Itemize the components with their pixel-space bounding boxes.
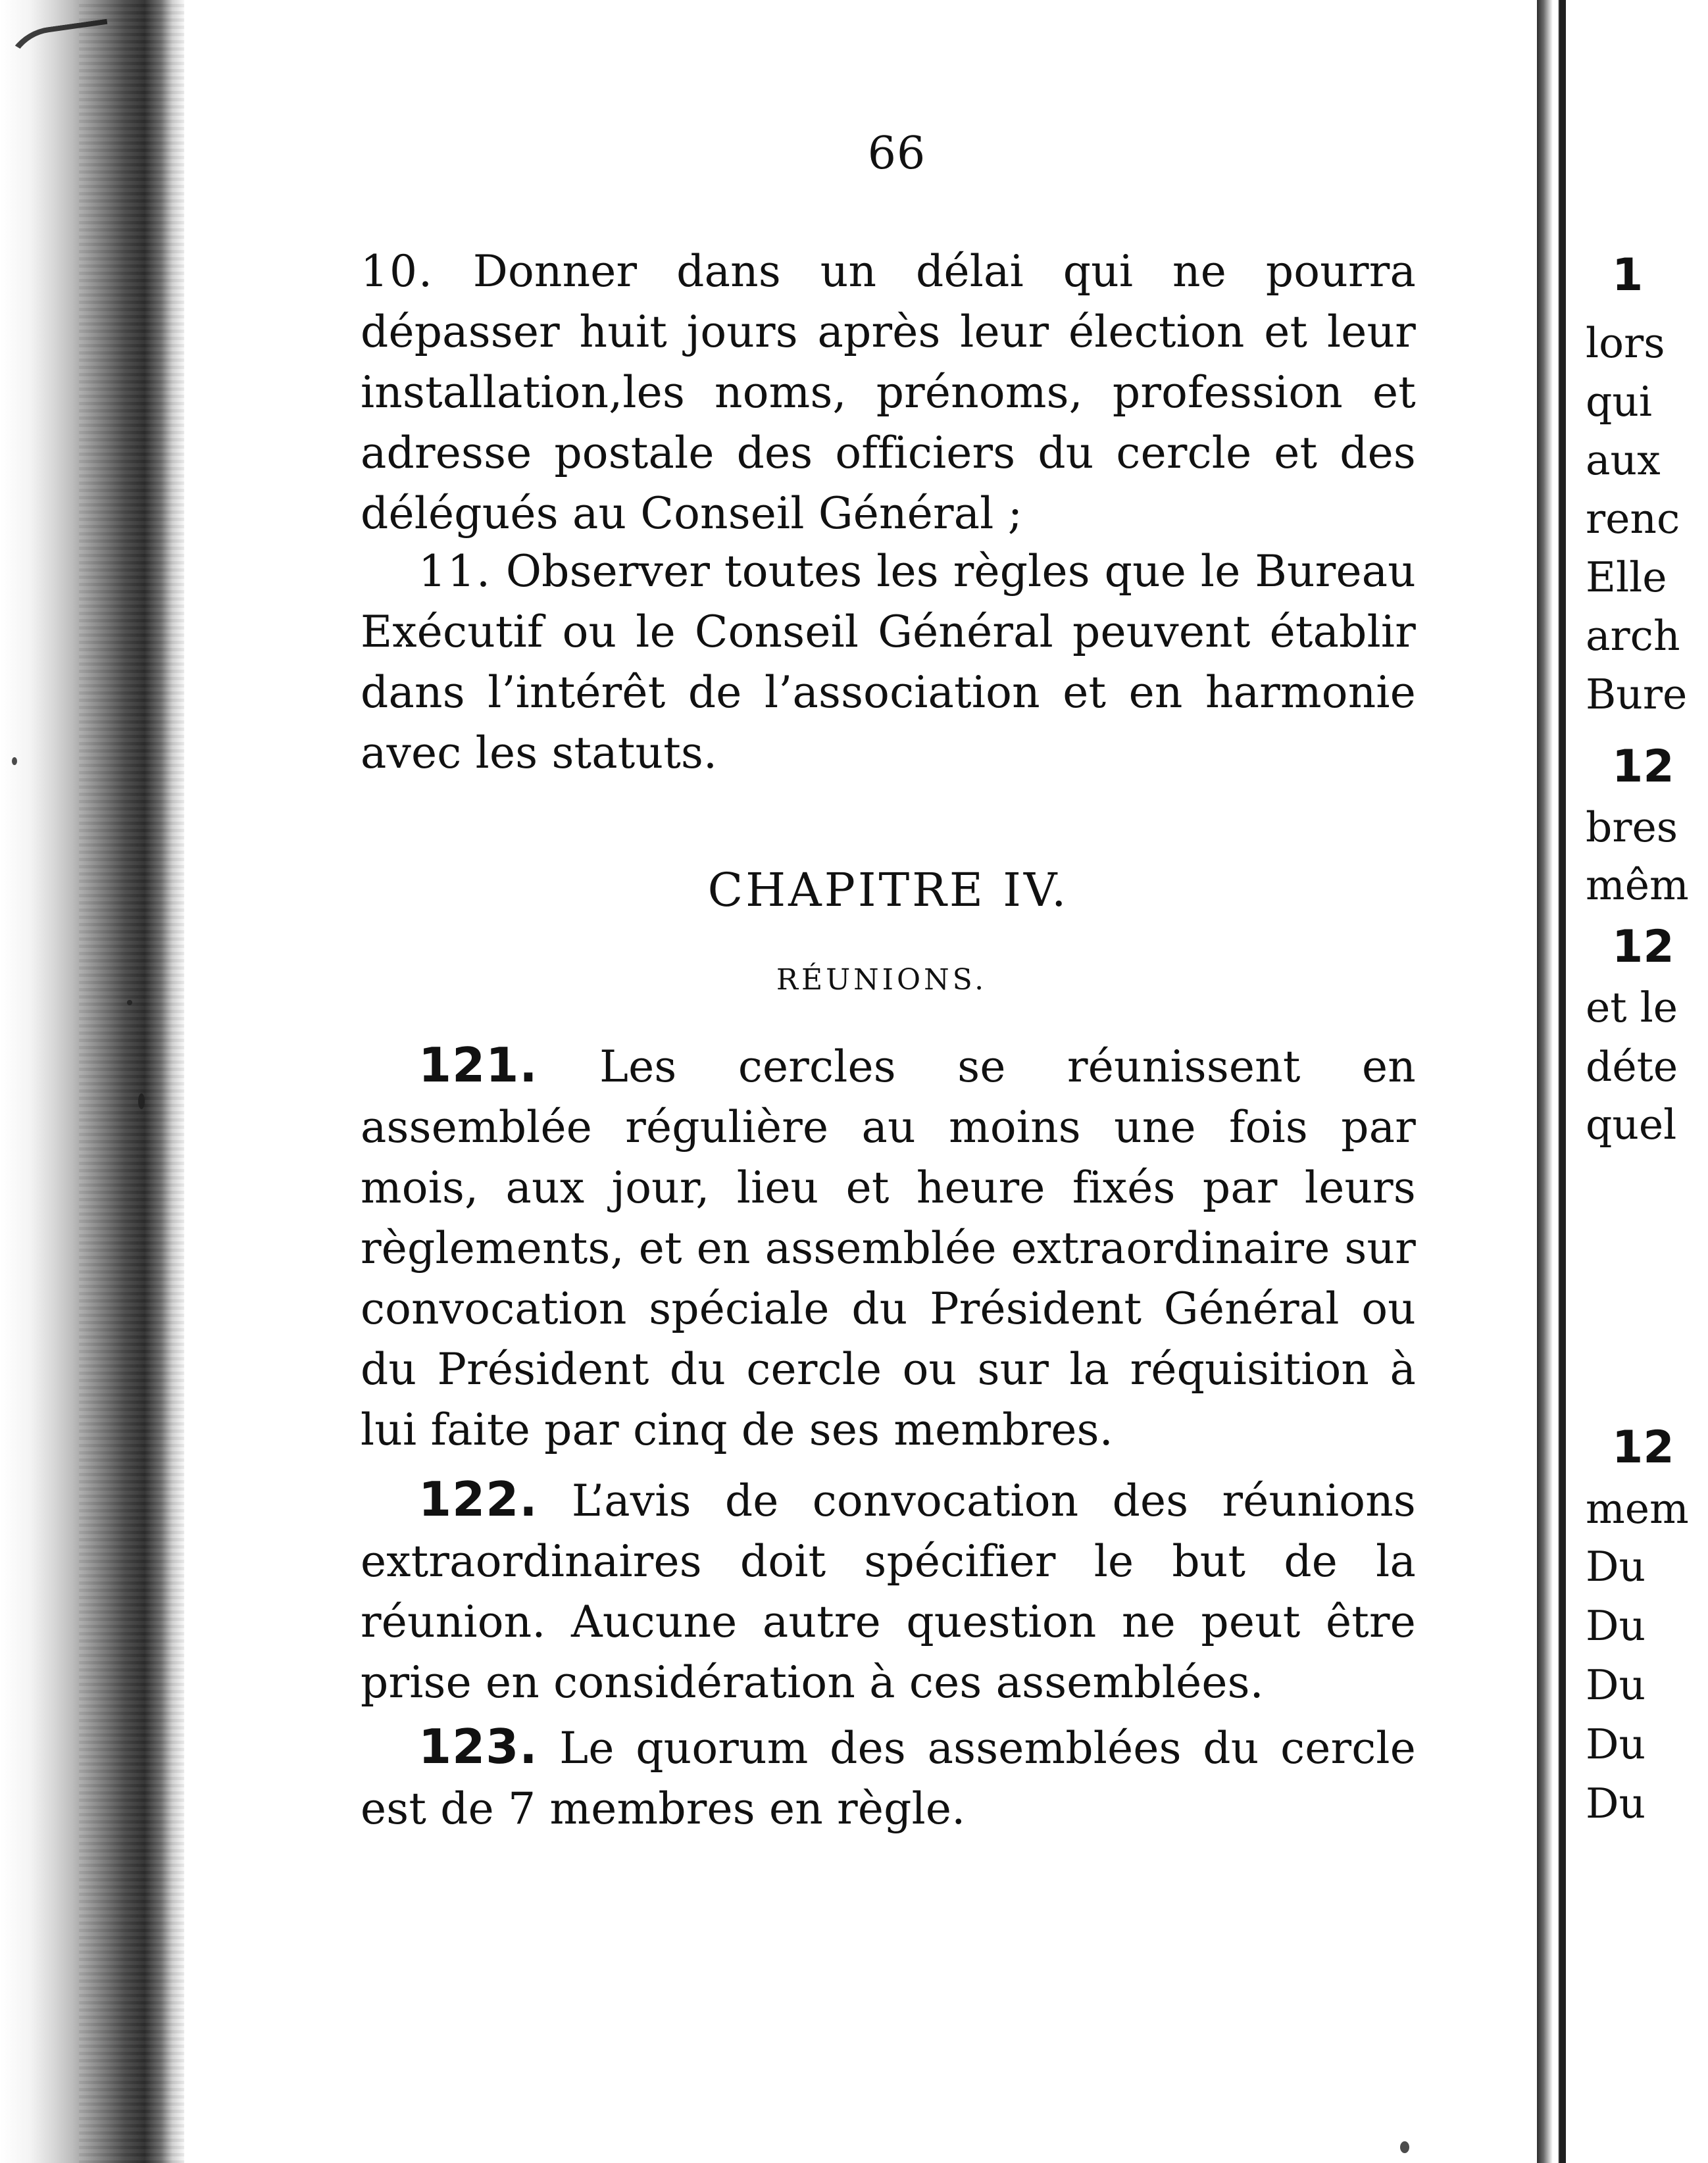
right-fragment-11: mêm — [1586, 861, 1689, 909]
right-fragment-20: Du — [1586, 1661, 1646, 1709]
article-123 — [361, 1716, 1416, 1839]
right-fragment-19: Du — [1586, 1602, 1646, 1650]
right-fragment-16: 12 — [1612, 1422, 1674, 1474]
right-fragment-17: mem — [1586, 1485, 1689, 1533]
speck-1 — [12, 757, 17, 765]
page-gutter — [1537, 0, 1566, 2163]
article-text: Les cercles se réunissent en assemblée régulière au moins une fois par mois, aux jour, lieu et heure fixés par leurs règlements, et en assemblée extraordinaire sur convocation spéciale du Président Général ou du Président du cercle ou sur la réquisition à lui faite par cinq de ses membres. — [361, 1041, 1416, 1455]
right-fragment-1: 1 — [1612, 249, 1644, 301]
right-fragment-22: Du — [1586, 1779, 1646, 1827]
paragraph-10 — [361, 241, 1416, 544]
speck-2 — [127, 1000, 132, 1005]
right-fragment-14: déte — [1586, 1043, 1678, 1091]
right-fragment-5: renc — [1586, 495, 1680, 543]
article-text: Le quorum des assemblées du cercle est de 7 membres en règle. — [361, 1723, 1416, 1834]
right-fragment-21: Du — [1586, 1720, 1646, 1768]
paragraph-text: Donner dans un délai qui ne pourra dépasser huit jours après leur élection et leur installation,les noms, prénoms, profession et adresse postale des officiers du cercle et des délégués au Conseil Général ; — [361, 246, 1416, 539]
right-fragment-3: qui — [1586, 378, 1653, 426]
right-fragment-9: 12 — [1612, 741, 1674, 793]
right-fragment-13: et le — [1586, 983, 1678, 1032]
article-number: 121. — [418, 1037, 538, 1093]
right-fragment-10: bres — [1586, 803, 1678, 851]
right-fragment-6: Elle — [1586, 553, 1667, 601]
paragraph-number: 10. — [361, 246, 434, 297]
article-number: 123. — [418, 1719, 538, 1774]
article-number: 122. — [418, 1472, 538, 1527]
page-number: 66 — [867, 128, 926, 180]
right-fragment-2: lors — [1586, 319, 1665, 367]
right-fragment-18: Du — [1586, 1543, 1646, 1591]
speck-3 — [138, 1093, 145, 1109]
right-fragment-15: quel — [1586, 1101, 1677, 1149]
right-fragment-8: Bure — [1586, 670, 1688, 718]
article-121 — [361, 1035, 1416, 1460]
paragraph-text: Observer toutes les règles que le Bureau Exécutif ou le Conseil Général peuvent établir dans l’intérêt de l’association et en harmonie avec les statuts. — [361, 546, 1416, 778]
right-fragment-7: arch — [1586, 612, 1680, 660]
chapter-title: CHAPITRE IV. — [707, 863, 1069, 917]
article-122 — [361, 1469, 1416, 1713]
right-page-edge — [1566, 0, 1708, 2163]
right-fragment-12: 12 — [1612, 921, 1674, 973]
paragraph-number: 11. — [418, 546, 491, 597]
article-text: L’avis de convocation des réunions extraordinaires doit spécifier le but de la réunion. Aucune autre question ne peut être prise en considération à ces assemblées. — [361, 1476, 1416, 1708]
section-title: RÉUNIONS. — [776, 963, 988, 997]
paragraph-11 — [361, 541, 1416, 783]
spine-texture — [79, 0, 184, 2163]
speck-4 — [1400, 2141, 1409, 2153]
right-fragment-4: aux — [1586, 436, 1661, 484]
